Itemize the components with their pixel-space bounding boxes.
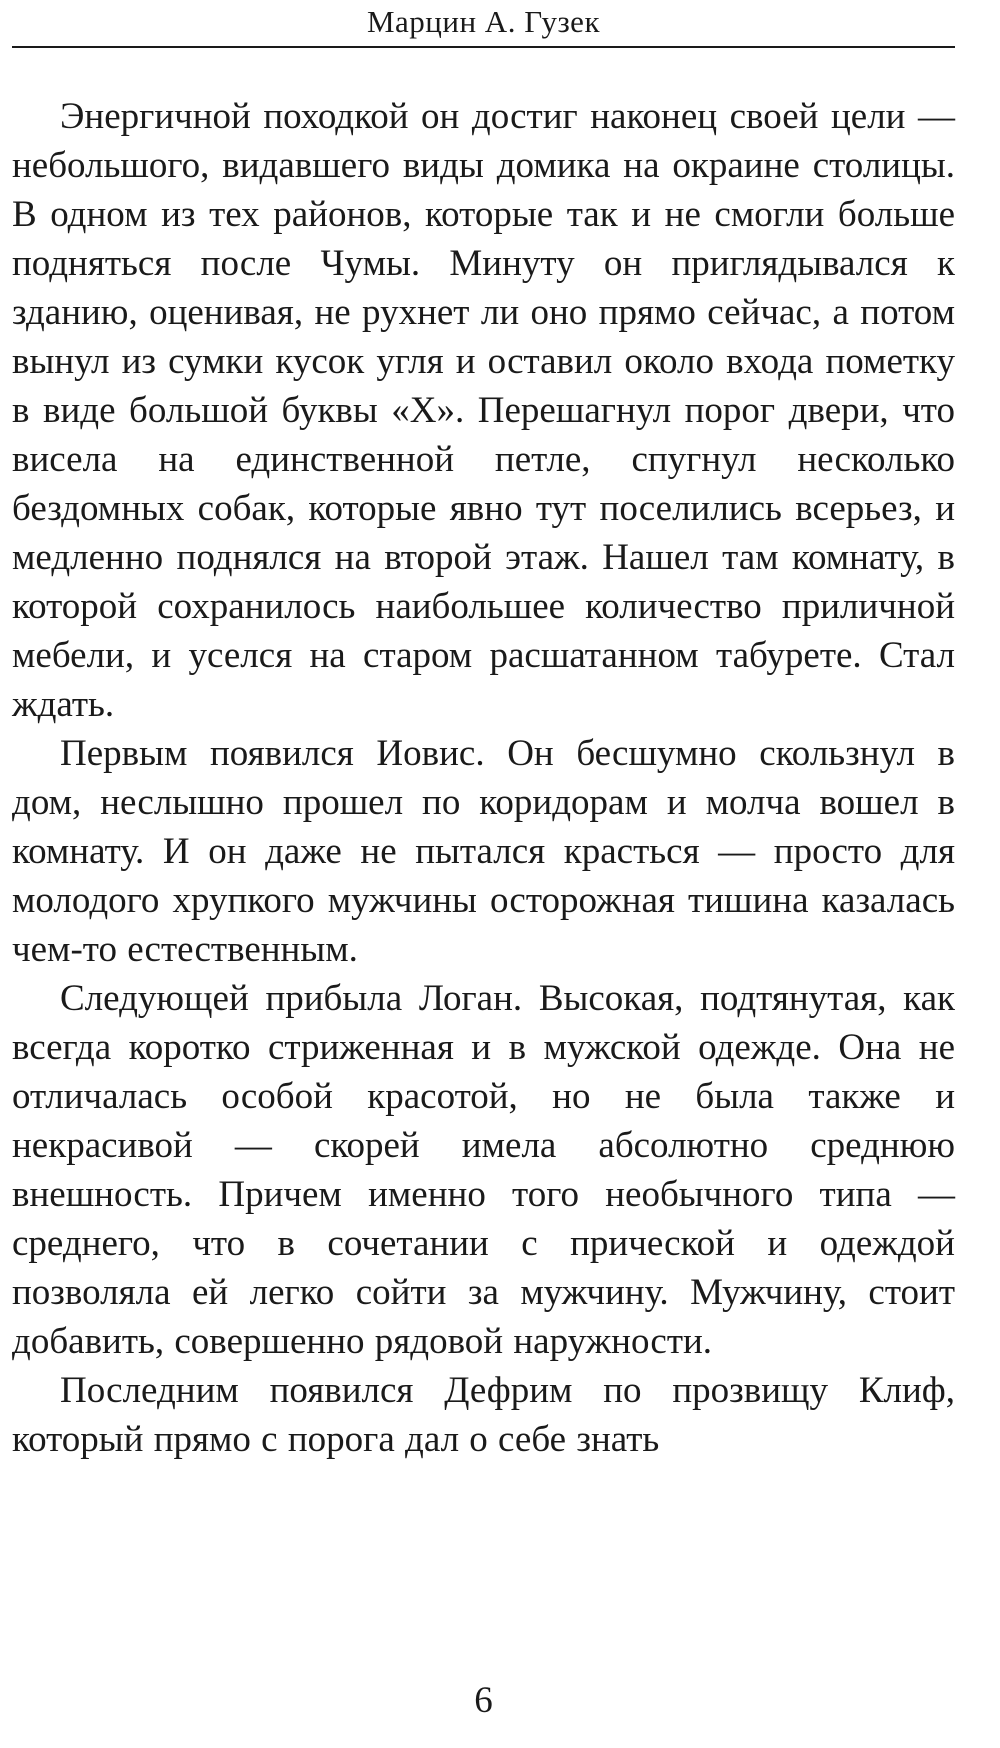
paragraph: Следующей прибыла Логан. Высокая, подтянутая, как всегда коротко стриженная и в мужской одежде. Она не отличалась особой красотой, но не была также и некрасивой — скорей имела абсолютно среднюю внешность. Причем именно того необычного типа — среднего, что в сочетании с прической и одеждой позволяла ей легко сойти за мужчину. Мужчину, стоит добавить, совершенно рядовой наружности. (12, 978, 955, 1362)
body-text (12, 92, 955, 1464)
paragraph: Первым появился Иовис. Он бесшумно скользнул в дом, неслышно прошел по коридорам и молча вошел в комнату. И он даже не пытался красться — просто для молодого хрупкого мужчины осторожная тишина казалась чем-то естественным. (12, 733, 955, 970)
paragraph: Последним появился Дефрим по прозвищу Клиф, который прямо с порога дал о себе знать (12, 1370, 955, 1460)
page-number: 6 (474, 1680, 493, 1721)
running-header: Марцин А. Гузек (12, 0, 955, 48)
paragraph: Энергичной походкой он достиг наконец своей цели — небольшого, видавшего виды домика на окраине столицы. В одном из тех районов, которые так и не смогли больше подняться после Чумы. Минуту он приглядывался к зданию, оценивая, не рухнет ли оно прямо сейчас, а потом вынул из сумки кусок угля и оставил около входа пометку в виде большой буквы «Х». Перешагнул порог двери, что висела на единственной петле, спугнул несколько бездомных собак, которые явно тут поселились всерьез, и медленно поднялся на второй этаж. Нашел там комнату, в которой сохранилось наибольшее количество приличной мебели, и уселся на старом расшатанном табурете. Стал ждать. (12, 96, 955, 725)
book-page (12, 0, 955, 1748)
